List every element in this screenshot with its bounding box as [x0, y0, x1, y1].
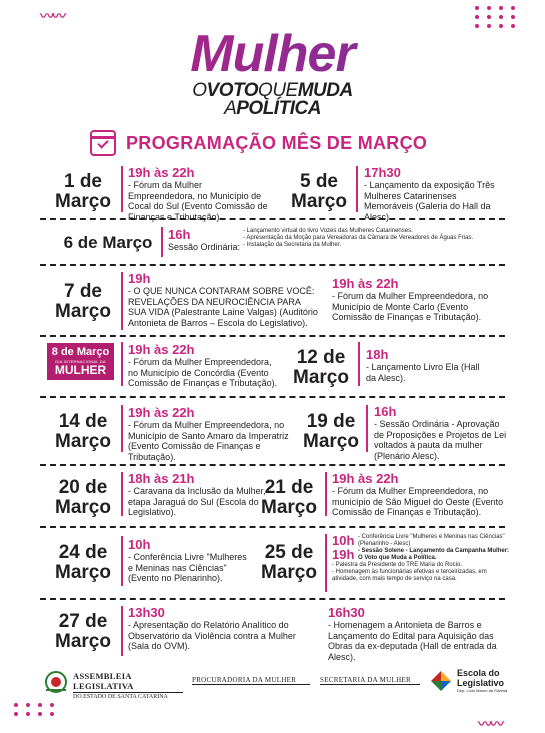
separator-bar: [121, 606, 123, 656]
dashed-divider: [40, 218, 505, 220]
dashed-divider: [40, 598, 505, 600]
hero-subtitle-line1: OVOTOQUEMUDA: [192, 80, 353, 101]
event-date-19: 19 de Março: [303, 411, 359, 452]
zigzag-decoration-bottom: 〰〰: [478, 716, 502, 732]
event-21: 19h às 22h - Fórum da Mulher Empreendedora, no município de São Miguel do Oeste (Evento Comissão de Finanças e Tributação).: [332, 471, 504, 517]
list-item: - Apresentação da Moção para Vereadoras da Câmara de Vereadores de Águas Frias.: [243, 235, 474, 241]
separator-bar: [161, 227, 163, 257]
zigzag-decoration: 〰〰: [40, 8, 64, 24]
event-12: 18h - Lançamento Livro Ela (Hall da Alesc).: [366, 347, 480, 383]
event-date-5: 5 de Março: [291, 171, 347, 212]
event-date-27: 27 de Março: [55, 611, 111, 652]
dashed-divider: [40, 526, 505, 528]
list-item: - Instalação da Secretaria da Mulher.: [243, 242, 342, 248]
event-5: 17h30 - Lançamento da exposição Três Mulheres Catarinenses Memoráveis (Galeria do Hall da Alesc).: [364, 165, 495, 222]
separator-bar: [325, 534, 327, 592]
event-20: 18h às 21h - Caravana da Inclusão da Mulher, etapa Jaraguá do Sul (Escola do Legislativo).: [128, 471, 266, 517]
alesc-logo: ASSEMBLEIA LEGISLATIVA DO ESTADO DE SANTA CATARINA: [73, 671, 183, 700]
event-27a: 13h30 - Apresentação do Relatório Analítico do Observatório da Violência contra a Mulher (Sala do OVM).: [128, 605, 296, 651]
dashed-divider: [40, 464, 505, 466]
separator-bar: [356, 166, 358, 212]
separator-bar: [121, 536, 123, 586]
event-19: 16h - Sessão Ordinária - Aprovação de Proposições e Projetos de Lei voltados à pauta da mulher (Plenário Alesc).: [374, 404, 507, 461]
event-date-6: 6 de Março: [63, 233, 153, 252]
event-25: [332, 534, 512, 583]
separator-bar: [366, 405, 368, 452]
event-8: 19h às 22h - Fórum da Mulher Empreendedora, no Município de Concórdia (Evento Comissão de Finanças e Tributação).: [128, 342, 278, 388]
separator-bar: [325, 472, 327, 516]
separator-bar: [121, 272, 123, 330]
event-date-12: 12 de Março: [293, 347, 349, 388]
escola-logo-icon: [428, 667, 454, 693]
hero-header: [0, 26, 545, 118]
event-1: 19h às 22h - Fórum da Mulher Empreendedora, no Município de Cocal do Sul (Evento Comissão de Finanças e Tributação).: [128, 165, 268, 222]
dot-grid-decoration-bottom: [14, 703, 57, 716]
event-25-slot-2: 19h - Sessão Solene - Lançamento da Campanha Mulher: O Voto que Muda a Política.: [332, 547, 510, 562]
separator-bar: [121, 472, 123, 516]
event-6-time: 16h Sessão Ordinária:: [168, 227, 241, 252]
secretaria-logo: SECRETARIA DA MULHER: [320, 676, 420, 685]
program-title: PROGRAMAÇÃO MÊS DE MARÇO: [126, 132, 428, 153]
event-7a: 19h - O QUE NUNCA CONTARAM SOBRE VOCÊ: REVELAÇÕES DA NEUROCIÊNCIA PARA SUA VIDA (Palestrante Laine Valgas) (Auditório Antonieta de Barros – Escola do Legislativo).: [128, 271, 318, 328]
list-item: - Homenagem às funcionárias efetivas e terceirizadas, em atividade, com mais tempo de serviço na casa.: [332, 569, 487, 582]
dashed-divider: [40, 396, 505, 398]
program-heading: [90, 130, 427, 156]
list-item: - Palestra da Presidente do TRE Maria do Rocio.: [332, 562, 462, 568]
dot-grid-decoration-top: [475, 6, 518, 28]
hero-title: Mulher: [0, 26, 545, 82]
event-date-7: 7 de Março: [55, 281, 111, 322]
separator-bar: [121, 342, 123, 386]
event-date-1: 1 de Março: [55, 171, 111, 212]
event-date-14: 14 de Março: [55, 411, 111, 452]
event-14: 19h às 22h - Fórum da Mulher Empreendedora, no Município de Santo Amaro da Imperatriz (Evento Comissão de Finanças e Tributação).: [128, 405, 289, 462]
hero-subtitle-line2: APOLÍTICA: [224, 98, 321, 119]
separator-bar: [358, 342, 360, 386]
separator-bar: [121, 405, 123, 452]
event-date-25: 25 de Março: [261, 542, 317, 583]
event-date-20: 20 de Março: [55, 477, 111, 518]
event-date-21: 21 de Março: [261, 477, 317, 518]
state-coat-of-arms-icon: [42, 668, 70, 696]
list-item: - Lançamento virtual do livro Vozes das Mulheres Catarinenses.: [243, 228, 413, 234]
event-7b: 19h às 22h - Fórum da Mulher Empreendedora, no Município de Monte Carlo (Evento Comissão de Finanças e Tributação).: [332, 276, 489, 322]
dashed-divider: [40, 335, 505, 337]
procuradoria-logo: PROCURADORIA DA MULHER: [192, 676, 310, 685]
event-6-items: [243, 228, 513, 249]
calendar-check-icon: [90, 130, 116, 156]
event-27b: 16h30 - Homenagem a Antonieta de Barros e Lançamento do Edital para Aquisição das Obras da ex-deputada (Hall de entrada da Alesc).: [328, 605, 497, 662]
dashed-divider: [40, 264, 505, 266]
event-25-slot-1: 10h - Conferência Livre "Mulheres e Meninas nas Ciências" (Plenarinho - Alesc): [332, 533, 505, 548]
escola-logo: Escola do Legislativo Dep. Lício Mauro da Silveira: [457, 668, 508, 693]
event-24: 10h - Conferência Livre "Mulheres e Meninas nas Ciências" (Evento no Plenarinho).: [128, 537, 247, 583]
event-date-24: 24 de Março: [55, 542, 111, 583]
separator-bar: [121, 166, 123, 212]
international-womens-day-badge: 8 de Março DIA INTERNACIONAL DA MULHER: [47, 343, 114, 380]
